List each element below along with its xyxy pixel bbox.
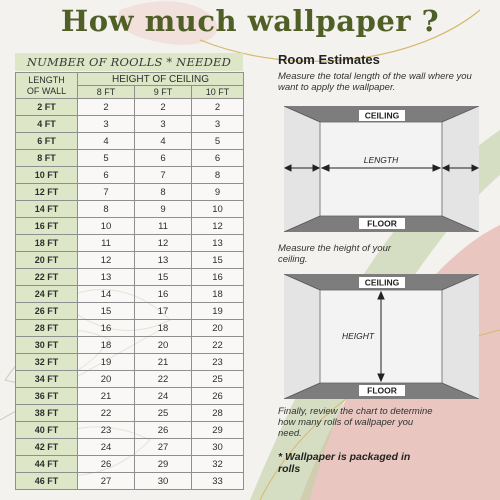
packaging-note: * Wallpaper is packaged in rolls (278, 451, 411, 475)
table-row (16, 354, 244, 371)
roll-count-cell: 22 (78, 405, 135, 422)
roll-count-cell: 7 (78, 184, 135, 201)
roll-count-cell: 21 (78, 388, 135, 405)
table-row (16, 286, 244, 303)
roll-count-cell: 17 (135, 303, 192, 320)
wall-length-cell: 40 FT (16, 422, 78, 439)
ceiling-label: CEILING (364, 277, 400, 288)
length-of-wall-header (16, 73, 78, 99)
table-row (16, 320, 244, 337)
wall-length-cell: 34 FT (16, 371, 78, 388)
table-row (16, 439, 244, 456)
wall-length-cell: 20 FT (16, 252, 78, 269)
table-row (16, 303, 244, 320)
ceiling-label: CEILING (364, 110, 400, 121)
roll-count-cell: 19 (78, 354, 135, 371)
roll-count-cell: 16 (78, 320, 135, 337)
height-column-8ft: 8 FT (78, 86, 135, 99)
roll-count-cell: 12 (135, 235, 192, 252)
table-row (16, 473, 244, 490)
wall-length-cell: 30 FT (16, 337, 78, 354)
roll-count-cell: 9 (192, 184, 244, 201)
roll-count-cell: 27 (135, 439, 192, 456)
roll-count-cell: 22 (135, 371, 192, 388)
roll-count-cell: 29 (135, 456, 192, 473)
room-height-diagram (284, 274, 479, 399)
table-row (16, 269, 244, 286)
roll-count-cell: 10 (192, 201, 244, 218)
roll-count-cell: 15 (192, 252, 244, 269)
roll-count-cell: 32 (192, 456, 244, 473)
roll-count-cell: 33 (192, 473, 244, 490)
wall-length-cell: 18 FT (16, 235, 78, 252)
table-row (16, 371, 244, 388)
wall-length-cell: 46 FT (16, 473, 78, 490)
roll-count-cell: 25 (192, 371, 244, 388)
roll-count-cell: 14 (78, 286, 135, 303)
table-row (16, 235, 244, 252)
roll-count-cell: 2 (192, 99, 244, 116)
instruction-length: Measure the total length of the wall where you want to apply the wallpaper. (278, 71, 472, 93)
table-row (16, 201, 244, 218)
roll-count-cell: 26 (192, 388, 244, 405)
roll-count-cell: 27 (78, 473, 135, 490)
wall-length-cell: 36 FT (16, 388, 78, 405)
wall-length-cell: 6 FT (16, 133, 78, 150)
table-row (16, 150, 244, 167)
rolls-table (15, 72, 244, 490)
wall-length-cell: 26 FT (16, 303, 78, 320)
roll-count-cell: 28 (192, 405, 244, 422)
table-row (16, 422, 244, 439)
wall-length-cell: 8 FT (16, 150, 78, 167)
corner-label-line-2: OF WALL (26, 85, 67, 96)
roll-count-cell: 13 (78, 269, 135, 286)
table-row (16, 167, 244, 184)
roll-count-cell: 18 (78, 337, 135, 354)
table-row (16, 252, 244, 269)
roll-count-cell: 8 (135, 184, 192, 201)
roll-count-cell: 19 (192, 303, 244, 320)
roll-count-cell: 3 (192, 116, 244, 133)
roll-count-cell: 12 (192, 218, 244, 235)
wall-length-cell: 16 FT (16, 218, 78, 235)
roll-count-cell: 11 (135, 218, 192, 235)
roll-count-cell: 6 (78, 167, 135, 184)
table-row (16, 405, 244, 422)
wall-length-cell: 38 FT (16, 405, 78, 422)
height-label: HEIGHT (341, 331, 375, 341)
wall-length-cell: 10 FT (16, 167, 78, 184)
height-column-9ft: 9 FT (135, 86, 192, 99)
table-row (16, 456, 244, 473)
table-row (16, 337, 244, 354)
wall-length-cell: 24 FT (16, 286, 78, 303)
roll-count-cell: 12 (78, 252, 135, 269)
roll-count-cell: 15 (78, 303, 135, 320)
roll-count-cell: 25 (135, 405, 192, 422)
roll-count-cell: 15 (135, 269, 192, 286)
wall-length-cell: 22 FT (16, 269, 78, 286)
roll-count-cell: 4 (78, 133, 135, 150)
roll-count-cell: 20 (78, 371, 135, 388)
roll-count-cell: 3 (135, 116, 192, 133)
wall-length-cell: 12 FT (16, 184, 78, 201)
wall-length-cell: 4 FT (16, 116, 78, 133)
page-title: How much wallpaper ? (60, 4, 440, 38)
instruction-review-chart: Finally, review the chart to determine how many rolls of wallpaper you need. (278, 406, 433, 439)
roll-count-cell: 13 (135, 252, 192, 269)
roll-count-cell: 16 (192, 269, 244, 286)
length-label: LENGTH (363, 155, 399, 165)
roll-count-cell: 18 (135, 320, 192, 337)
roll-count-cell: 24 (78, 439, 135, 456)
roll-count-cell: 26 (135, 422, 192, 439)
roll-count-cell: 2 (78, 99, 135, 116)
wall-length-cell: 42 FT (16, 439, 78, 456)
roll-count-cell: 20 (135, 337, 192, 354)
roll-count-cell: 24 (135, 388, 192, 405)
roll-count-cell: 29 (192, 422, 244, 439)
wall-length-cell: 2 FT (16, 99, 78, 116)
table-row (16, 388, 244, 405)
back-wall (320, 122, 442, 216)
roll-count-cell: 30 (192, 439, 244, 456)
table-row (16, 184, 244, 201)
table-row (16, 218, 244, 235)
roll-count-cell: 5 (78, 150, 135, 167)
roll-count-cell: 9 (135, 201, 192, 218)
height-column-10ft: 10 FT (192, 86, 244, 99)
roll-count-cell: 3 (78, 116, 135, 133)
roll-count-cell: 2 (135, 99, 192, 116)
floor-label: FLOOR (367, 385, 397, 396)
wall-length-cell: 28 FT (16, 320, 78, 337)
roll-count-cell: 18 (192, 286, 244, 303)
room-estimates-title: Room Estimates (278, 52, 380, 67)
right-wall (442, 274, 479, 399)
wall-length-cell: 14 FT (16, 201, 78, 218)
roll-count-cell: 10 (78, 218, 135, 235)
roll-count-cell: 5 (192, 133, 244, 150)
roll-count-cell: 13 (192, 235, 244, 252)
room-length-diagram (284, 106, 479, 232)
roll-count-cell: 11 (78, 235, 135, 252)
roll-count-cell: 16 (135, 286, 192, 303)
rolls-table-body (16, 99, 244, 490)
height-of-ceiling-header: HEIGHT OF CEILING (78, 73, 244, 86)
table-row (16, 99, 244, 116)
roll-count-cell: 22 (192, 337, 244, 354)
roll-count-cell: 23 (78, 422, 135, 439)
roll-count-cell: 6 (135, 150, 192, 167)
roll-count-cell: 7 (135, 167, 192, 184)
roll-count-cell: 8 (78, 201, 135, 218)
wall-length-cell: 32 FT (16, 354, 78, 371)
roll-count-cell: 30 (135, 473, 192, 490)
roll-count-cell: 4 (135, 133, 192, 150)
table-row (16, 116, 244, 133)
floor-label: FLOOR (367, 218, 397, 229)
roll-count-cell: 8 (192, 167, 244, 184)
roll-count-cell: 26 (78, 456, 135, 473)
roll-count-cell: 21 (135, 354, 192, 371)
wall-length-cell: 44 FT (16, 456, 78, 473)
table-heading: NUMBER OF ROOLLS * NEEDED (15, 53, 243, 71)
corner-label-line-1: LENGTH (28, 74, 65, 85)
roll-count-cell: 20 (192, 320, 244, 337)
table-row (16, 133, 244, 150)
roll-count-cell: 6 (192, 150, 244, 167)
roll-count-cell: 23 (192, 354, 244, 371)
instruction-height: Measure the height of your ceiling. (278, 243, 392, 265)
left-wall (284, 274, 320, 399)
